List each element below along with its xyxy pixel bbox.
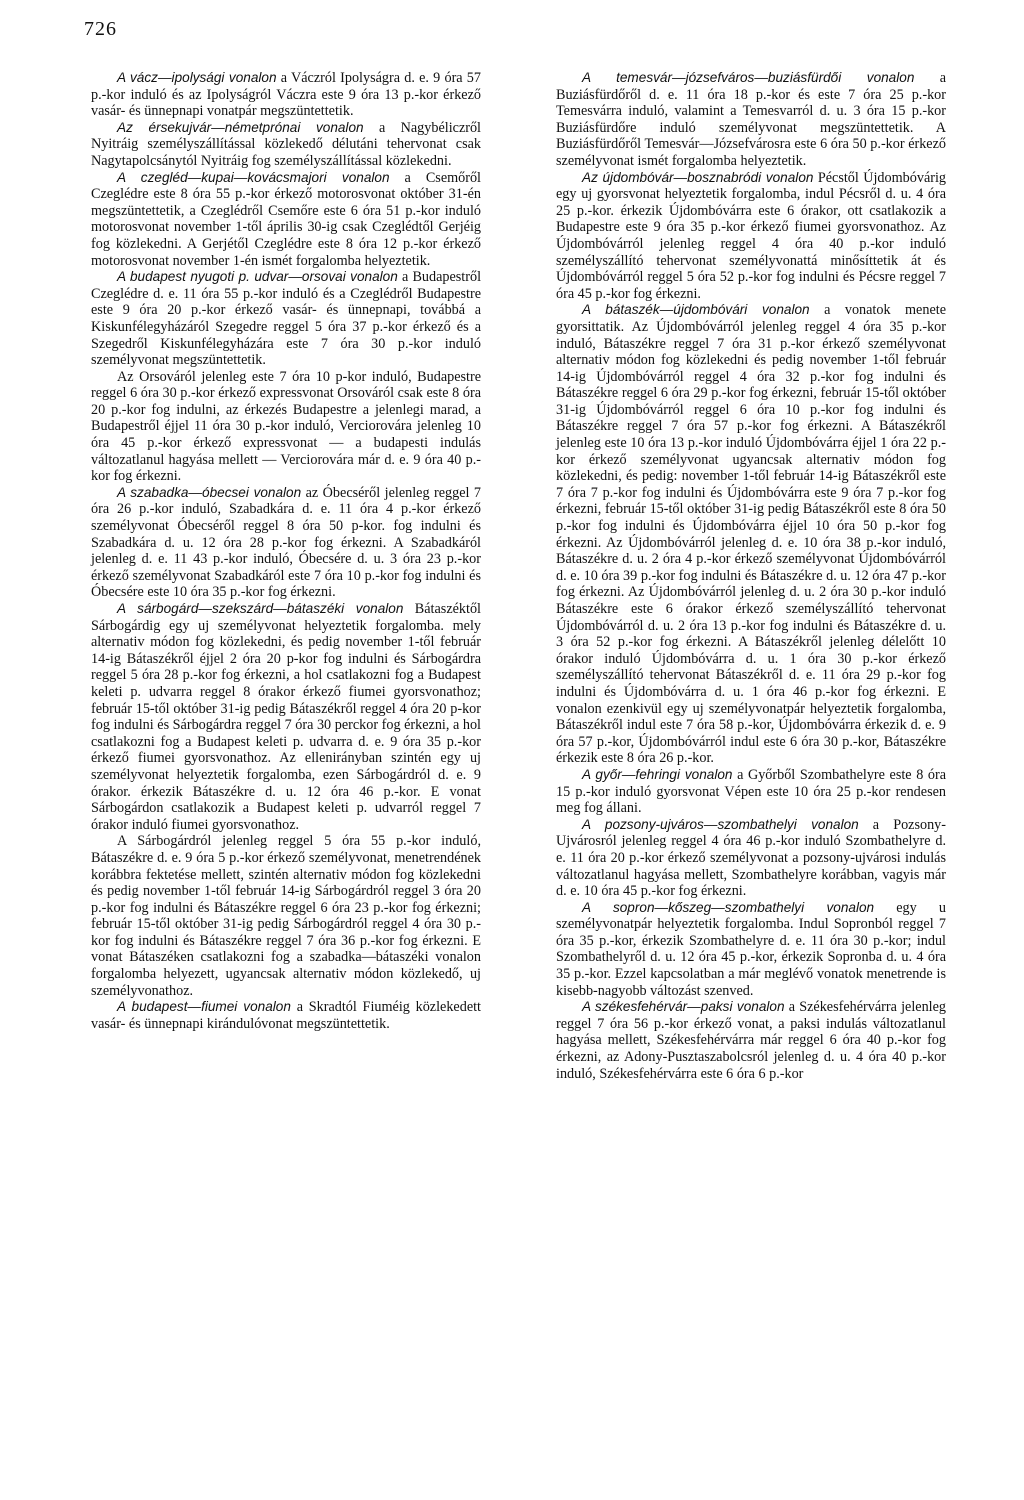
paragraph-text: a Székesfehérvárra jelenleg reggel 7 óra 56 p.-kor érkező vonat, a paksi indulás változatlanul hagyása mellett, Székesfehérvárra már reggel 6 óra 40 p.-kor fog érkezni, az Adony-Pusztaszabolcsról jelenleg d. u. 4 óra 40 p.-kor induló, Székesfehérvárra este 6 óra 6 p.-kor: [556, 999, 946, 1082]
paragraph-text: a Váczról Ipolyságra d. e. 9 óra 57 p.-kor induló és az Ipolyságról Váczra este 9 óra 13 p.-kor érkező vasár- és ünnepnapi vonatpár megszüntettetik.: [91, 70, 481, 120]
paragraph-text: egy u személyvonatpár helyeztetik forgalomba. Indul Sopronból reggel 7 óra 35 p.-kor, érkezik Szombathelyre d. e. 11 óra 30 p.-kor; indul Szombathelyről d. u. 12 óra 45 p.-kor, érkezik Sopronba d. u. 4 óra 35 p.-kor. Ezzel kapcsolatban a már meglévő vonatok menetrende is kisebb-nagyobb változást szenved.: [556, 899, 946, 999]
paragraph-text: a Győrből Szombathelyre este 8 óra 15 p.-kor induló gyorsvonat Vépen este 10 óra 25 p.-kor rendesen meg fog állani.: [556, 766, 947, 817]
paragraph-heading: A pozsony-ujváros—szombathelyi vonalon: [582, 816, 859, 832]
paragraph: [91, 485, 481, 601]
paragraph-heading: A budapest nyugoti p. udvar—orsovai vonalon: [117, 269, 398, 285]
page-number: 726: [84, 18, 117, 40]
paragraph-heading: A vácz—ipolysági vonalon: [117, 70, 277, 85]
paragraph-text: a Buziásfürdőről d. e. 11 óra 18 p.-kor és este 7 óra 25 p.-kor Temesvárra induló, valamint a Temesvarról d. u. 3 óra 15 p.-kor Buziásfürdőre induló személyvonat megszüntettetik. A Buziásfürdőről Temesvár—Józsefvárosra este 6 óra 50 p.-kor érkező személyvonat ismét forgalomba helyeztetik.: [556, 70, 946, 169]
paragraph: [91, 369, 481, 485]
paragraph-heading: A sárbogárd—szekszárd—bátaszéki vonalon: [117, 601, 404, 616]
paragraph: [556, 900, 946, 1000]
paragraph: [556, 817, 946, 900]
paragraph-text: a Nagybéliczről Nyitráig személyszállítással közlekedő délutáni tehervonat csak Nagytapolcsánytól Nyitráig fog személyszállítással közlekedni.: [91, 119, 481, 169]
paragraph: [556, 767, 946, 817]
paragraph-text: Az Orsováról jelenleg este 7 óra 10 p-kor induló, Budapestre reggel 6 óra 30 p.-kor érkező expressvonat Orsováról csak este 8 óra 20 p.-kor fog indulni, az érkezés Budapestre a jelenlegi marad, a Budapestről éjjel 11 óra 30 p.-kor induló, Verciorovára jelenleg 10 óra 45 p.-kor érkező expressvonat — a budapesti indulás változatlanul hagyása mellett — Verciorovára már d. e. 9 óra 40 p.-kor fog érkezni.: [91, 368, 481, 485]
paragraph: [91, 833, 481, 999]
paragraph: [556, 70, 946, 170]
paragraph-text: a Pozsony-Ujvárosról jelenleg reggel 4 óra 46 p.-kor induló Szombathelyre d. e. 11 óra 20 p.-kor érkező személyvonat a pozsony-ujvárosi indulás változatlanul hagyása mellett, Szombathelyre korábban, vagyis már d. e. 10 óra 45 p.-kor fog érkezni.: [556, 816, 946, 900]
paragraph: [556, 170, 946, 303]
paragraph-heading: A budapest—fiumei vonalon: [117, 999, 291, 1015]
paragraph-heading: A győr—fehringi vonalon: [582, 766, 733, 782]
paragraph: [91, 70, 481, 120]
paragraph-heading: A temesvár—józsefváros—buziásfürdői vonalon: [582, 70, 915, 85]
paragraph-heading: A czegléd—kupai—kovácsmajori vonalon: [117, 169, 390, 185]
paragraph: [91, 269, 481, 369]
paragraph-text: Bátaszéktől Sárbogárdig egy uj személyvonat helyeztetik forgalomba. mely alternativ módon fog közlekedni, és pedig november 1-től február 14-ig Bátaszékről éjjel 2 óra 20 p-kor fog indulni és Sárbogárdra reggel 5 óra 28 p.-kor fog érkezni, a hol csatlakozni fog a Budapest keleti p. udvarra reggel 8 órakor érkező fiumei gyorsvonathoz; február 15-től október 31-ig pedig Bátaszékről reggel 4 óra 20 p-kor fog indulni és Sárbogárdra reggel 7 óra 30 perckor fog érkezni, a hol csatlakozni fog a Budapest keleti p. udvarra d. e. 9 óra 35 p.-kor érkező fiumei gyorsvonathoz. Az ellenirányban szintén egy uj személyvonat helyeztetik forgalomba, ezen Sárbogárdról d. e. 9 órakor. érkezik Bátaszékre d. u. 12 óra 46 p.-kor. E vonat Sárbogárdon csatlakozik a Budapest keleti p. udvarról reggel 7 órakor induló fiumei gyorsvonathoz.: [91, 601, 481, 833]
paragraph-heading: A sopron—kőszeg—szombathelyi vonalon: [582, 899, 875, 915]
paragraph-text: az Óbecséről jelenleg reggel 7 óra 26 p.-kor induló, Szabadkára d. e. 11 óra 4 p.-kor érkező személyvonat Óbecséről reggel 8 óra 50 p-kor. fog indulni és Szabadkára d. u. 12 óra 28 p.-kor fog érkezni. A Szabadkáról jelenleg d. e. 11 43 p.-kor induló, Óbecsére d. u. 3 óra 23 p.-kor érkező személyvonat Szabadkáról este 7 óra 10 p.-kor fog indulni és Óbecsére este 10 óra 35 p.-kor fog érkezni.: [91, 484, 481, 601]
paragraph: [91, 999, 481, 1032]
paragraph-text: a vonatok menete gyorsittatik. Az Újdombóvárról jelenleg reggel 4 óra 35 p.-kor induló, Bátaszékre reggel 7 óra 31 p.-kor érkező személyvonat alternativ módon fog közlekedni és pedig november 1-től február 14-ig Újdombóvárról reggel 4 óra 32 p.-kor fog indulni és Bátaszékre reggel 6 óra 29 p.-kor fog érkezni, február 15-től október 31-ig Újdombóvárról reggel 6 óra 10 p.-kor fog indulni és Bátaszékre reggel 7 óra 57 p.-kor fog érkezni. A Bátaszékről jelenleg este 10 óra 13 p.-kor induló Újdombóvárra éjjel 1 óra 22 p.-kor érkező személyvonat ugyancsak alternativ módon fog közlekedni, és pedig: november 1-től február 14-ig Bátaszékről este 7 óra 7 p.-kor fog indulni és Újdombóvárra este 9 óra 7 p.-kor fog érkezni, február 15-től október 31-ig pedig Bátaszékről este 8 óra 50 p.-kor fog indulni és Újdombóvárra éjjel 10 óra 50 p.-kor fog érkezni. Az Újdombóvárról jelenleg d. e. 10 óra 38 p.-kor induló, Bátaszékre d. u. 2 óra 4 p.-kor érkező személyvonat Újdombóvárról d. e. 10 óra 39 p.-kor fog indulni és Bátaszékre d. u. 12 óra 47 p.-kor fog érkezni. Az Újdombóvárról jelenleg d. u. 2 óra 30 p.-kor induló Bátaszékre este 6 órakor érkező személyszállító tehervonat Újdombóvárról d. u. 2 óra 13 p.-kor fog indulni és Bátaszékre d. u. 3 óra 52 p.-kor fog érkezni. A Bátaszékről jelenleg délelőtt 10 órakor induló Újdombóvárra d. u. 1 óra 30 p.-kor érkező személyszállító tehervonat Bátaszékről d. e. 11 óra 29 p.-kor fog indulni és Újdombóvárra d. u. 1 óra 46 p.-kor fog érkezni. E vonalon ezenkivül egy uj személyvonatpár helyeztetik forgalomba, Bátaszékről indul este 7 óra 58 p.-kor, Újdombóvárra érkezik d. e. 9 óra 57 p.-kor, Újdombóvárról indul este 6 óra 30 p.-kor, Bátaszékre érkezik este 8 óra 26 p.-kor.: [556, 302, 946, 767]
paragraph-heading: A bátaszék—újdombóvári vonalon: [582, 302, 810, 318]
paragraph-heading: Az érsekujvár—németprónai vonalon: [117, 119, 364, 135]
paragraph: [91, 120, 481, 170]
paragraph-text: a Csemőről Czeglédre este 8 óra 55 p.-kor érkező motorosvonat október 31-én megszüntettetik, a Czeglédről Csemőre este 6 óra 51 p.-kor induló motorosvonat november 1-től április 30-ig csak Czeglédtől Gerjéig fog közlekedni. A Gerjétől Czeglédre este 8 óra 12 p.-kor érkező motorosvonat november 1-én ismét forgalomba helyeztetik.: [91, 169, 481, 269]
paragraph: [91, 170, 481, 270]
paragraph-text: a Skradtól Fiuméig közlekedett vasár- és ünnepnapi kirándulóvonat megszüntettetik.: [91, 999, 481, 1032]
right-column: [556, 70, 946, 1082]
paragraph-text: a Budapestről Czeglédre d. e. 11 óra 55 p.-kor induló és a Czeglédről Budapestre este 9 óra 20 p.-kor érkező vasár- és ünnepnapi, továbbá a Kiskunfélegyházáról Szegedre reggel 5 óra 37 p.-kor érkező és a Szegedről Kiskunfélegyházára este 7 óra 30 p.-kor induló személyvonat megszüntettetik.: [91, 269, 482, 369]
paragraph-heading: A szabadka—óbecsei vonalon: [117, 484, 302, 500]
paragraph: [91, 601, 481, 833]
paragraph-heading: Az újdombóvár—bosznabródi vonalon: [582, 169, 814, 185]
paragraph: [556, 999, 946, 1082]
paragraph-text: A Sárbogárdról jelenleg reggel 5 óra 55 p.-kor induló, Bátaszékre d. e. 9 óra 5 p.-kor érkező személyvonat, menetrendének korábbra fektetése mellett, szintén alternativ módon fog közlekedni és pedig november 1-től február 14-ig Sárbogárdról reggel 3 óra 20 p.-kor fog indulni és Bátaszékre reggel 6 óra 23 p.-kor fog érkezni; február 15-től október 31-ig pedig Sárbogárdról reggel 4 óra 30 p.-kor fog indulni és Bátaszékre reggel 7 óra 36 p.-kor fog érkezni. E vonat Bátaszéken csatlakozni fog a szabadka—bátaszéki vonalon forgalomba helyezett, ugyancsak alternativ módon közlekedő, uj személyvonathoz.: [91, 833, 481, 999]
paragraph: [556, 302, 946, 767]
paragraph-heading: A székesfehérvár—paksi vonalon: [582, 999, 785, 1015]
paragraph-text: Pécstől Újdombóvárig egy uj gyorsvonat helyeztetik forgalomba, indul Pécsről d. u. 4 óra 25 p.-kor. érkezik Újdombóvárra este 6 órakor, ott csatlakozik a Budapestre este 9 óra 35 p.-kor érkező fiumei gyorsvonathoz. Az Újdombóvárról jelenleg reggel 4 óra 40 p.-kor induló személyszállító tehervonat személyvonattá minősíttetik át és Újdombóvárról reggel 5 óra 52 p.-kor fog indulni és Pécsre reggel 7 óra 45 p.-kor fog érkezni.: [556, 169, 946, 302]
left-column: [91, 70, 481, 1032]
